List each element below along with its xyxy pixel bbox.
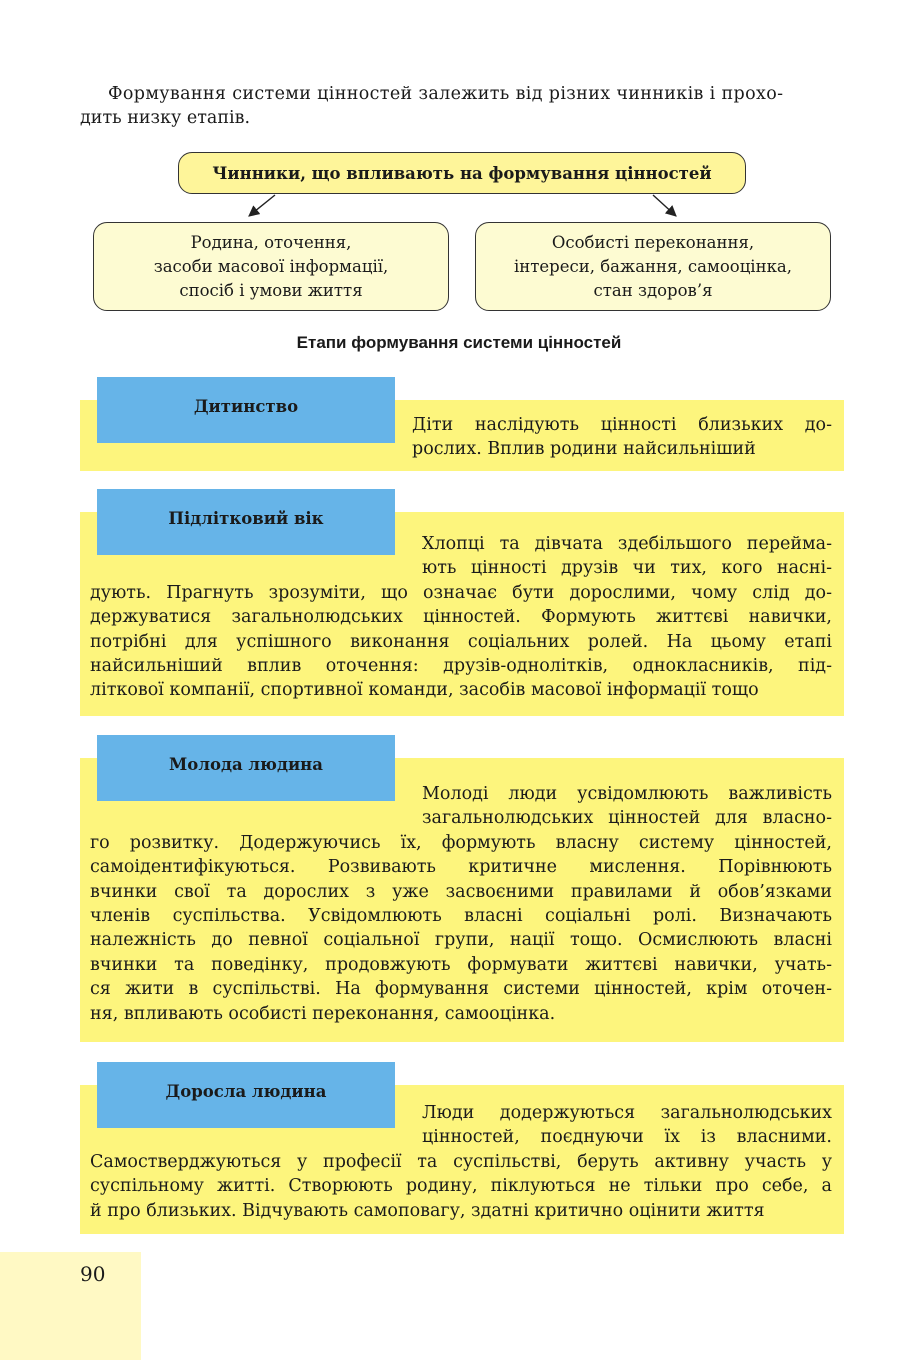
factors-title: Чинники, що впливають на формування цінностей xyxy=(178,152,746,194)
text-line: го розвитку. Додержуючись їх, формують власну систему цінностей, xyxy=(90,832,832,853)
factor-line: Особисті переконання, xyxy=(551,232,755,252)
stage-adult-tab: Доросла людина xyxy=(97,1062,395,1128)
text-line: членів суспільства. Усвідомлюють власні соціальні ролі. Визначають xyxy=(90,906,832,927)
text-line: літкової компанії, спортивної команди, засобів масової інформації тощо xyxy=(90,680,759,701)
intro-line: Формування системи цінностей залежить від різних чинників і прохо- xyxy=(108,84,784,104)
text-line: дують. Прагнуть зрозуміти, що означає бути дорослими, чому слід до- xyxy=(90,582,832,603)
page-number: 90 xyxy=(80,1262,106,1286)
text-line: рослих. Вплив родини найсильніший xyxy=(412,439,756,460)
text-line: держуватися загальнолюдських цінностей. Формують життєві навички, xyxy=(90,607,832,628)
factor-line: Родина, оточення, xyxy=(190,232,352,252)
arrow-right xyxy=(653,195,676,216)
text-line: Молоді люди усвідомлюють важливість xyxy=(422,784,832,804)
text-line: й про близьких. Відчувають самоповагу, здатні критично оцінити життя xyxy=(90,1200,765,1221)
stage-childhood-text xyxy=(412,413,832,462)
text-line: ють цінності друзів чи тих, кого насні- xyxy=(422,558,832,579)
text-line: належність до певної соціальної групи, нації тощо. Осмислюють власні xyxy=(90,930,832,951)
intro-line: дить низку етапів. xyxy=(80,108,251,128)
page-corner-decoration xyxy=(0,1252,141,1360)
stages-heading: Етапи формування системи цінностей xyxy=(296,333,622,352)
factor-line: інтереси, бажання, самооцінка, xyxy=(514,256,792,276)
stage-childhood-tab: Дитинство xyxy=(97,377,395,443)
text-line: ся жити в суспільстві. На формування системи цінностей, крім оточен- xyxy=(90,979,832,1000)
text-line: загальнолюдських цінностей для власно- xyxy=(422,808,832,829)
factor-line: стан здоров’я xyxy=(593,280,713,300)
stage-adult-text xyxy=(90,1101,832,1223)
stage-teen-text xyxy=(90,532,832,703)
text-line: Самостверджуються у професії та суспільстві, беруть активну участь у xyxy=(90,1151,832,1172)
text-line: суспільному житті. Створюють родину, піклуються не тільки про себе, а xyxy=(90,1176,832,1197)
text-line: самоідентифікуються. Розвивають критичне мислення. Порівнюють xyxy=(90,857,832,878)
text-line: Хлопці та дівчата здебільшого перейма- xyxy=(422,534,832,554)
factor-box-external xyxy=(93,222,449,311)
text-line: вчинки свої та дорослих з уже засвоєними правилами й обов’язками xyxy=(90,881,832,902)
stage-young-tab: Молода людина xyxy=(97,735,395,801)
text-line: Люди додержуються загальнолюдських xyxy=(422,1103,832,1123)
text-line: вчинки та поведінку, продовжують формувати життєві навички, учать- xyxy=(90,954,832,975)
stage-teen-tab: Підлітковий вік xyxy=(97,489,395,555)
factor-line: засоби масової інформації, xyxy=(153,256,389,276)
factor-line: спосіб і умови життя xyxy=(179,280,363,300)
stage-young-text xyxy=(90,782,832,1026)
text-line: найсильніший вплив оточення: друзів-однолітків, однокласників, під- xyxy=(90,656,832,677)
text-line: Діти наслідують цінності близьких до- xyxy=(412,415,832,435)
text-line: ня, впливають особисті переконання, самооцінка. xyxy=(90,1003,556,1024)
factor-box-personal xyxy=(475,222,831,311)
intro-paragraph xyxy=(80,82,844,130)
text-line: цінностей, поєднуючи їх із власними. xyxy=(422,1127,832,1148)
arrow-left xyxy=(249,195,275,216)
text-line: потрібні для успішного виконання соціальних ролей. На цьому етапі xyxy=(90,631,832,652)
